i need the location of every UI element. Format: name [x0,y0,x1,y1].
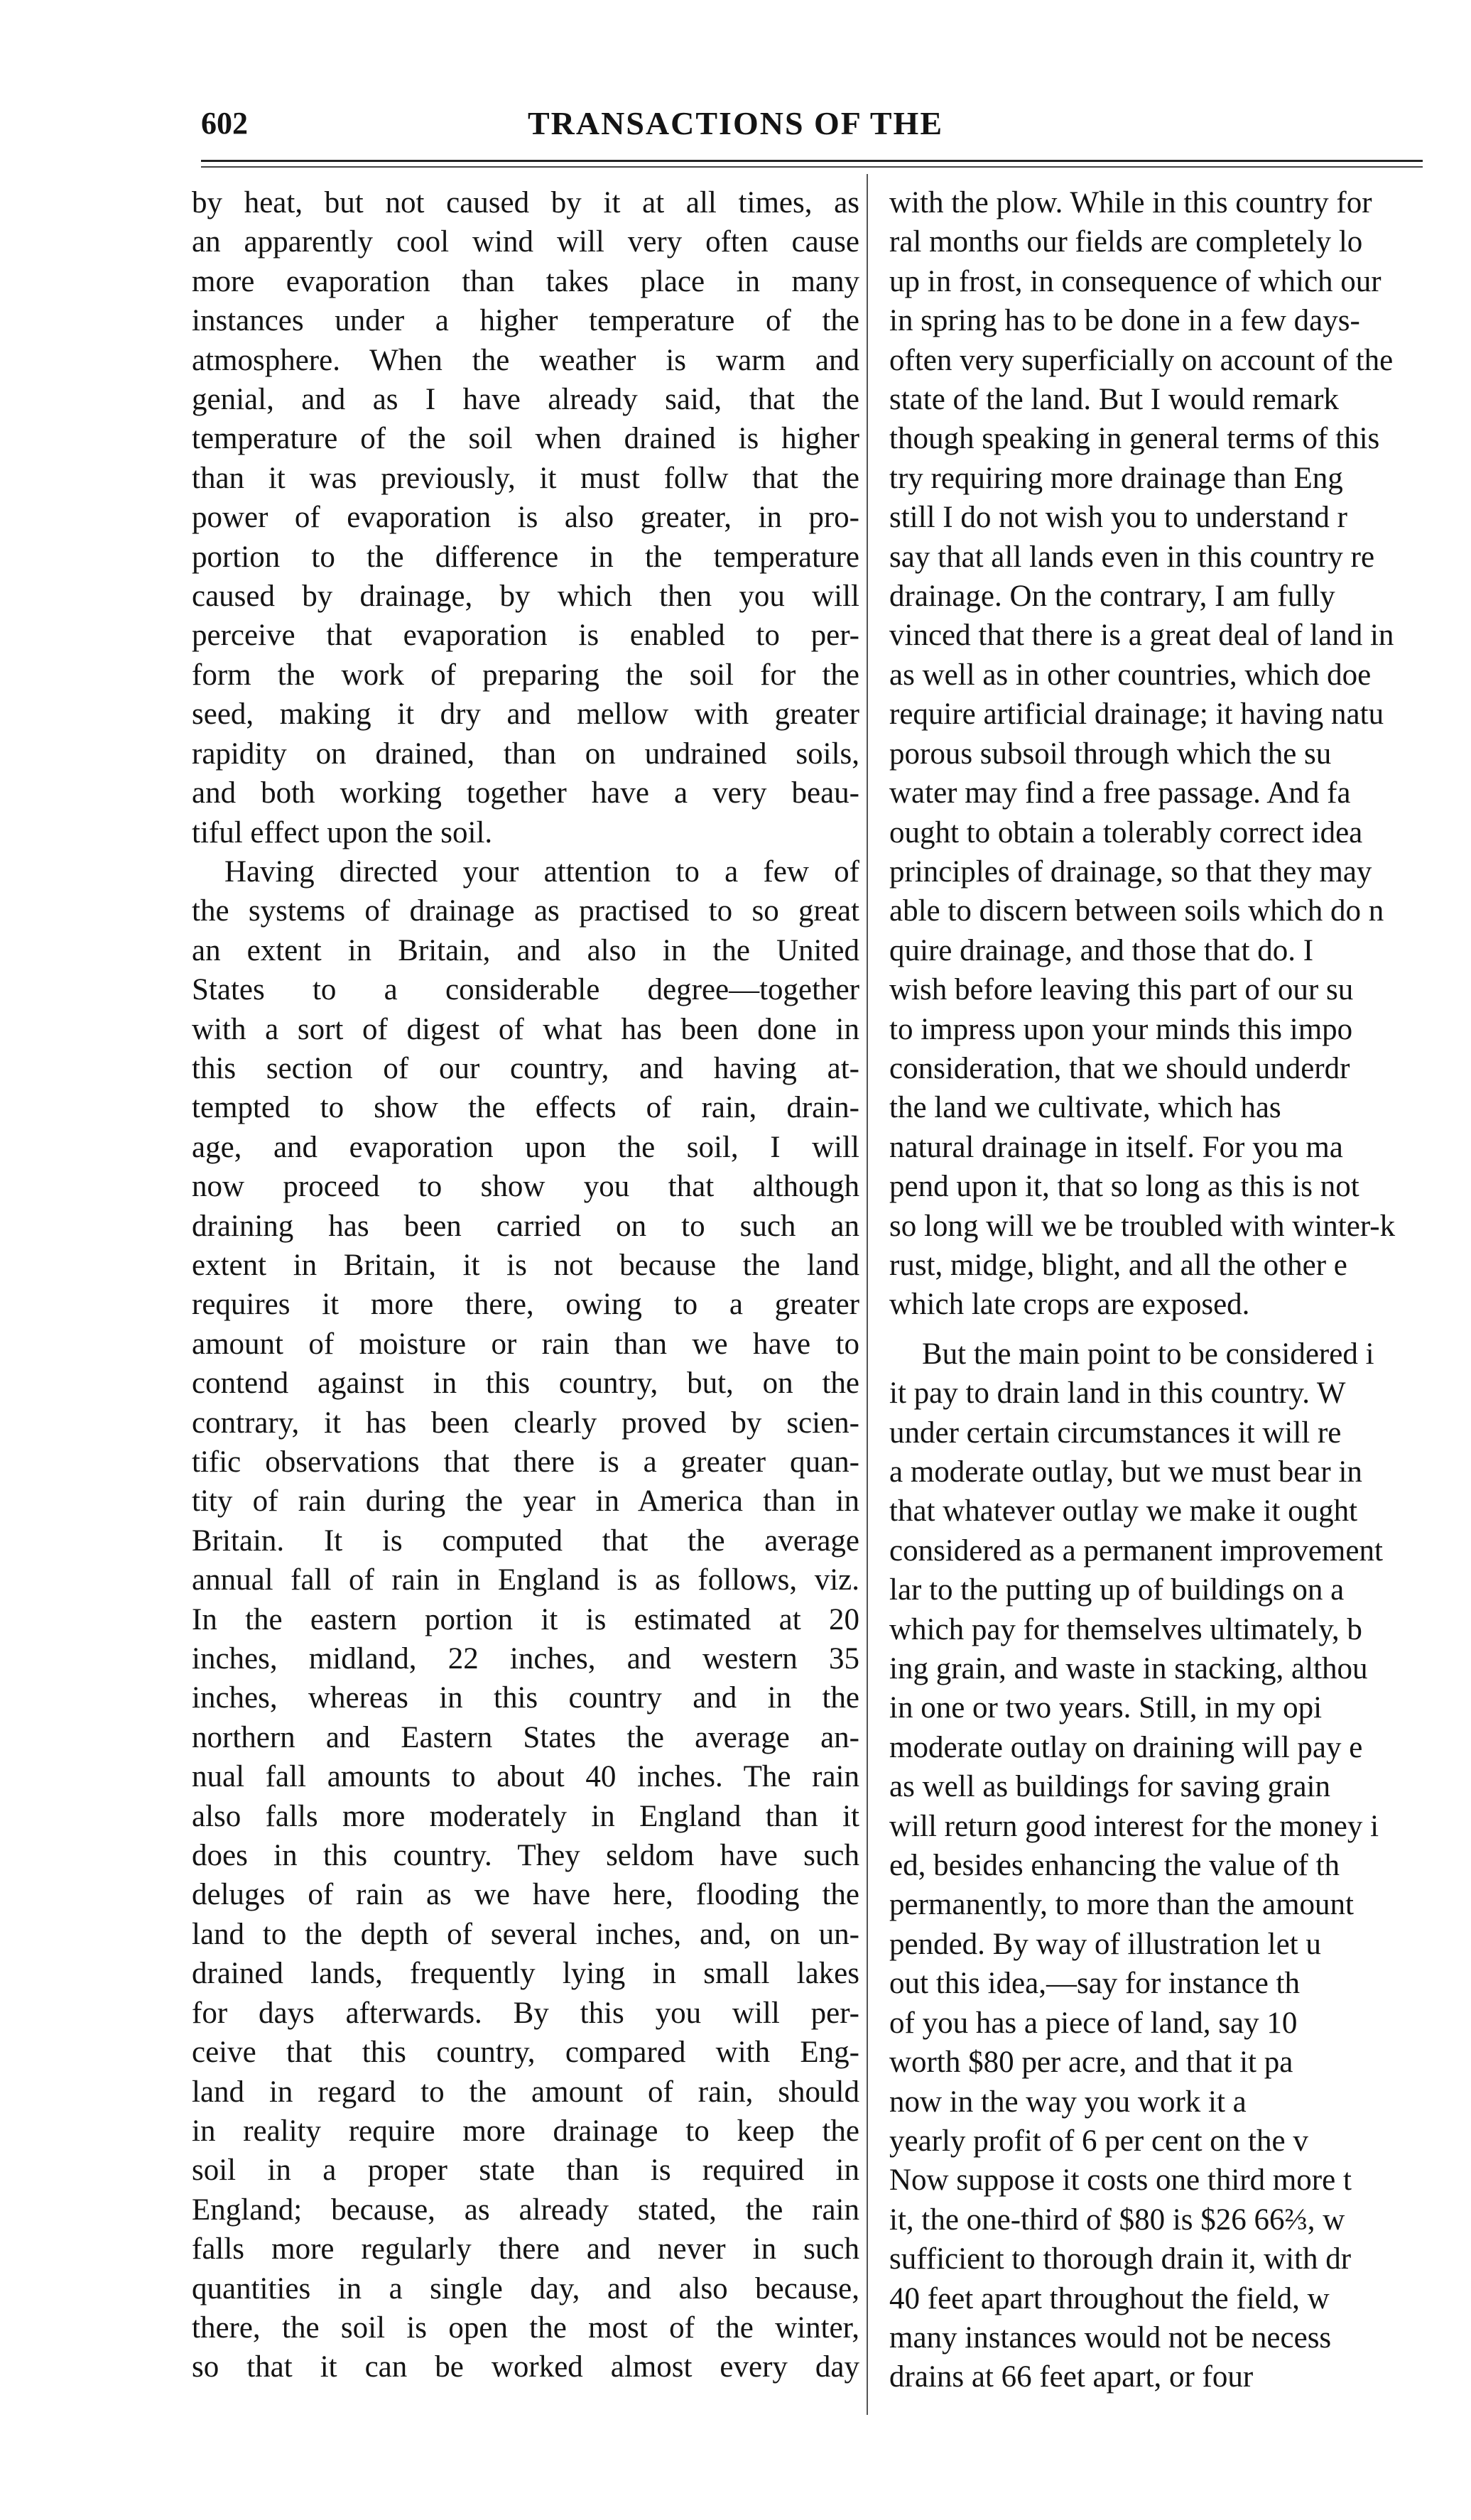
header-rule [201,160,1423,162]
text-line: the systems of drainage as practised to so great [192,894,859,928]
text-line: in reality require more drainage to keep the [192,2114,859,2148]
text-line: under certain circumstances it will re [889,1416,1342,1450]
text-line: and both working together have a very beau- [192,776,859,810]
text-line: wish before leaving this part of our su [889,973,1354,1007]
text-line: as well as in other countries, which doe [889,658,1372,692]
paragraph [889,183,1429,1325]
text-line: try requiring more drainage than Eng [889,461,1343,495]
text-line: than it was previously, it must follw that the [192,461,859,495]
text-line: say that all lands even in this country re [889,540,1375,574]
text-line: ed, besides enhancing the value of th [889,1849,1340,1883]
text-line: nual fall amounts to about 40 inches. The rain [192,1760,859,1794]
text-line: Britain. It is computed that the average [192,1524,859,1558]
text-line: inches, whereas in this country and in the [192,1681,859,1715]
column-divider [867,174,868,2415]
text-line: that whatever outlay we make it ought [889,1494,1358,1528]
text-line: perceive that evaporation is enabled to per- [192,619,859,653]
text-line: land in regard to the amount of rain, should [192,2075,859,2109]
text-line: consideration, that we should underdr [889,1051,1350,1085]
text-line: caused by drainage, by which then you will [192,580,859,614]
text-line: Having directed your attention to a few of [224,854,859,889]
text-line: so long will we be troubled with winter-k [889,1209,1396,1243]
text-line: still I do not wish you to understand r [889,501,1347,535]
text-line: tific observations that there is a greater quan- [192,1445,859,1479]
text-line: contend against in this country, but, on the [192,1367,859,1401]
text-line: an apparently cool wind will very often cause [192,225,859,259]
text-line: England; because, as already stated, the rain [192,2193,859,2227]
text-line: ral months our fields are completely lo [889,225,1363,259]
text-line: also falls more moderately in England than it [192,1799,859,1833]
text-line: rust, midge, blight, and all the other e [889,1248,1347,1282]
text-line: in spring has to be done in a few days- [889,304,1360,338]
text-line: porous subsoil through which the su [889,737,1332,771]
text-line: as well as buildings for saving grain [889,1770,1331,1804]
text-line: moderate outlay on draining will pay e [889,1730,1363,1764]
text-line: soil in a proper state than is required in [192,2154,859,2188]
text-line: so that it can be worked almost every day [192,2350,859,2384]
text-line: requires it more there, owing to a greater [192,1288,859,1322]
text-line: 40 feet apart throughout the field, w [889,2281,1330,2315]
text-line: require artificial drainage; it having natu [889,697,1384,732]
text-line: genial, and as I have already said, that the [192,383,859,417]
text-line: lar to the putting up of buildings on a [889,1573,1345,1607]
running-title: TRANSACTIONS OF THE [528,105,944,141]
text-line: able to discern between soils which do n [889,894,1384,928]
text-line: it, the one-third of $80 is $26 66⅔, w [889,2203,1345,2237]
text-line: yearly profit of 6 per cent on the v [889,2124,1308,2158]
text-line: vinced that there is a great deal of land in [889,619,1394,653]
text-line: of you has a piece of land, say 10 [889,2006,1298,2040]
text-line: rapidity on drained, than on undrained soils, [192,737,859,771]
text-line: sufficient to thorough drain it, with dr [889,2242,1352,2276]
text-line: tempted to show the effects of rain, drain- [192,1091,859,1125]
page-header [201,104,1416,161]
text-line: an extent in Britain, and also in the United [192,933,859,967]
text-line: But the main point to be considered i [922,1337,1374,1371]
text-line: drains at 66 feet apart, or four [889,2360,1254,2394]
text-line: quantities in a single day, and also because, [192,2271,859,2306]
text-line: extent in Britain, it is not because the land [192,1248,859,1282]
text-line: now proceed to show you that although [192,1170,859,1204]
text-line: by heat, but not caused by it at all times, as [192,186,859,219]
text-line: which late crops are exposed. [889,1288,1250,1322]
paragraph [889,1335,1429,2397]
text-line: draining has been carried on to such an [192,1209,859,1243]
text-line: more evaporation than takes place in many [192,264,859,298]
text-line: does in this country. They seldom have such [192,1839,859,1873]
text-line: with the plow. While in this country for [889,186,1372,219]
header-rule-secondary [201,166,1423,168]
text-line: ceive that this country, compared with Eng- [192,2036,859,2070]
text-line: to impress upon your minds this impo [889,1012,1353,1046]
text-line: permanently, to more than the amount [889,1888,1354,1922]
text-line: atmosphere. When the weather is warm and [192,343,859,377]
text-line: land to the depth of several inches, and, on un- [192,1917,859,1951]
text-line: it pay to drain land in this country. W [889,1376,1346,1411]
text-line: pended. By way of illustration let u [889,1927,1321,1961]
text-line: in one or two years. Still, in my opi [889,1691,1323,1725]
text-line: natural drainage in itself. For you ma [889,1130,1343,1164]
text-line: many instances would not be necess [889,2320,1332,2355]
text-line: seed, making it dry and mellow with greater [192,697,859,732]
text-line: drainage. On the contrary, I am fully [889,580,1335,614]
text-line: there, the soil is open the most of the winter, [192,2310,859,2345]
text-line: inches, midland, 22 inches, and western 35 [192,1642,859,1676]
text-line: often very superficially on account of the [889,343,1394,377]
text-line: States to a considerable degree—together [192,973,859,1007]
text-line: now in the way you work it a [889,2085,1247,2119]
text-line: which pay for themselves ultimately, b [889,1612,1362,1646]
text-line: principles of drainage, so that they may [889,854,1372,889]
text-line: age, and evaporation upon the soil, I will [192,1130,859,1164]
text-line: water may find a free passage. And fa [889,776,1351,810]
left-column [192,183,859,2387]
right-column [889,183,1429,2397]
text-line: up in frost, in consequence of which our [889,264,1382,298]
text-line: ing grain, and waste in stacking, althou [889,1652,1368,1686]
text-line: considered as a permanent improvement [889,1533,1383,1568]
text-line: instances under a higher temperature of the [192,304,859,338]
text-line: contrary, it has been clearly proved by scien- [192,1406,859,1440]
text-line: with a sort of digest of what has been done in [192,1012,859,1046]
text-line: falls more regularly there and never in such [192,2232,859,2266]
text-line: worth $80 per acre, and that it pa [889,2046,1293,2080]
text-line: for days afterwards. By this you will per- [192,1996,859,2030]
text-line: the land we cultivate, which has [889,1091,1281,1125]
text-line: drained lands, frequently lying in small lakes [192,1957,859,1991]
text-line: quire drainage, and those that do. I [889,933,1314,967]
text-line: tiful effect upon the soil. [192,815,493,849]
text-line: out this idea,—say for instance th [889,1967,1300,2001]
text-line: amount of moisture or rain than we have to [192,1327,859,1361]
text-line: pend upon it, that so long as this is not [889,1170,1359,1204]
text-line: form the work of preparing the soil for the [192,658,859,692]
text-line: annual fall of rain in England is as follows, viz. [192,1563,859,1597]
text-line: state of the land. But I would remark [889,383,1339,417]
text-line: a moderate outlay, but we must bear in [889,1455,1362,1489]
text-line: Now suppose it costs one third more t [889,2163,1352,2198]
text-line: temperature of the soil when drained is higher [192,422,859,456]
text-line: though speaking in general terms of this [889,422,1380,456]
text-line: power of evaporation is also greater, in pro- [192,501,859,535]
page-number: 602 [201,106,248,141]
text-line: ought to obtain a tolerably correct idea [889,815,1363,849]
text-line: this section of our country, and having at- [192,1051,859,1085]
text-line: In the eastern portion it is estimated at 20 [192,1602,859,1636]
text-line: portion to the difference in the temperature [192,540,859,574]
text-line: will return good interest for the money i [889,1809,1379,1843]
paragraph [192,183,859,852]
paragraph [192,852,859,2387]
text-line: northern and Eastern States the average an- [192,1720,859,1754]
text-line: deluges of rain as we have here, flooding the [192,1878,859,1912]
text-line: tity of rain during the year in America than in [192,1484,859,1519]
